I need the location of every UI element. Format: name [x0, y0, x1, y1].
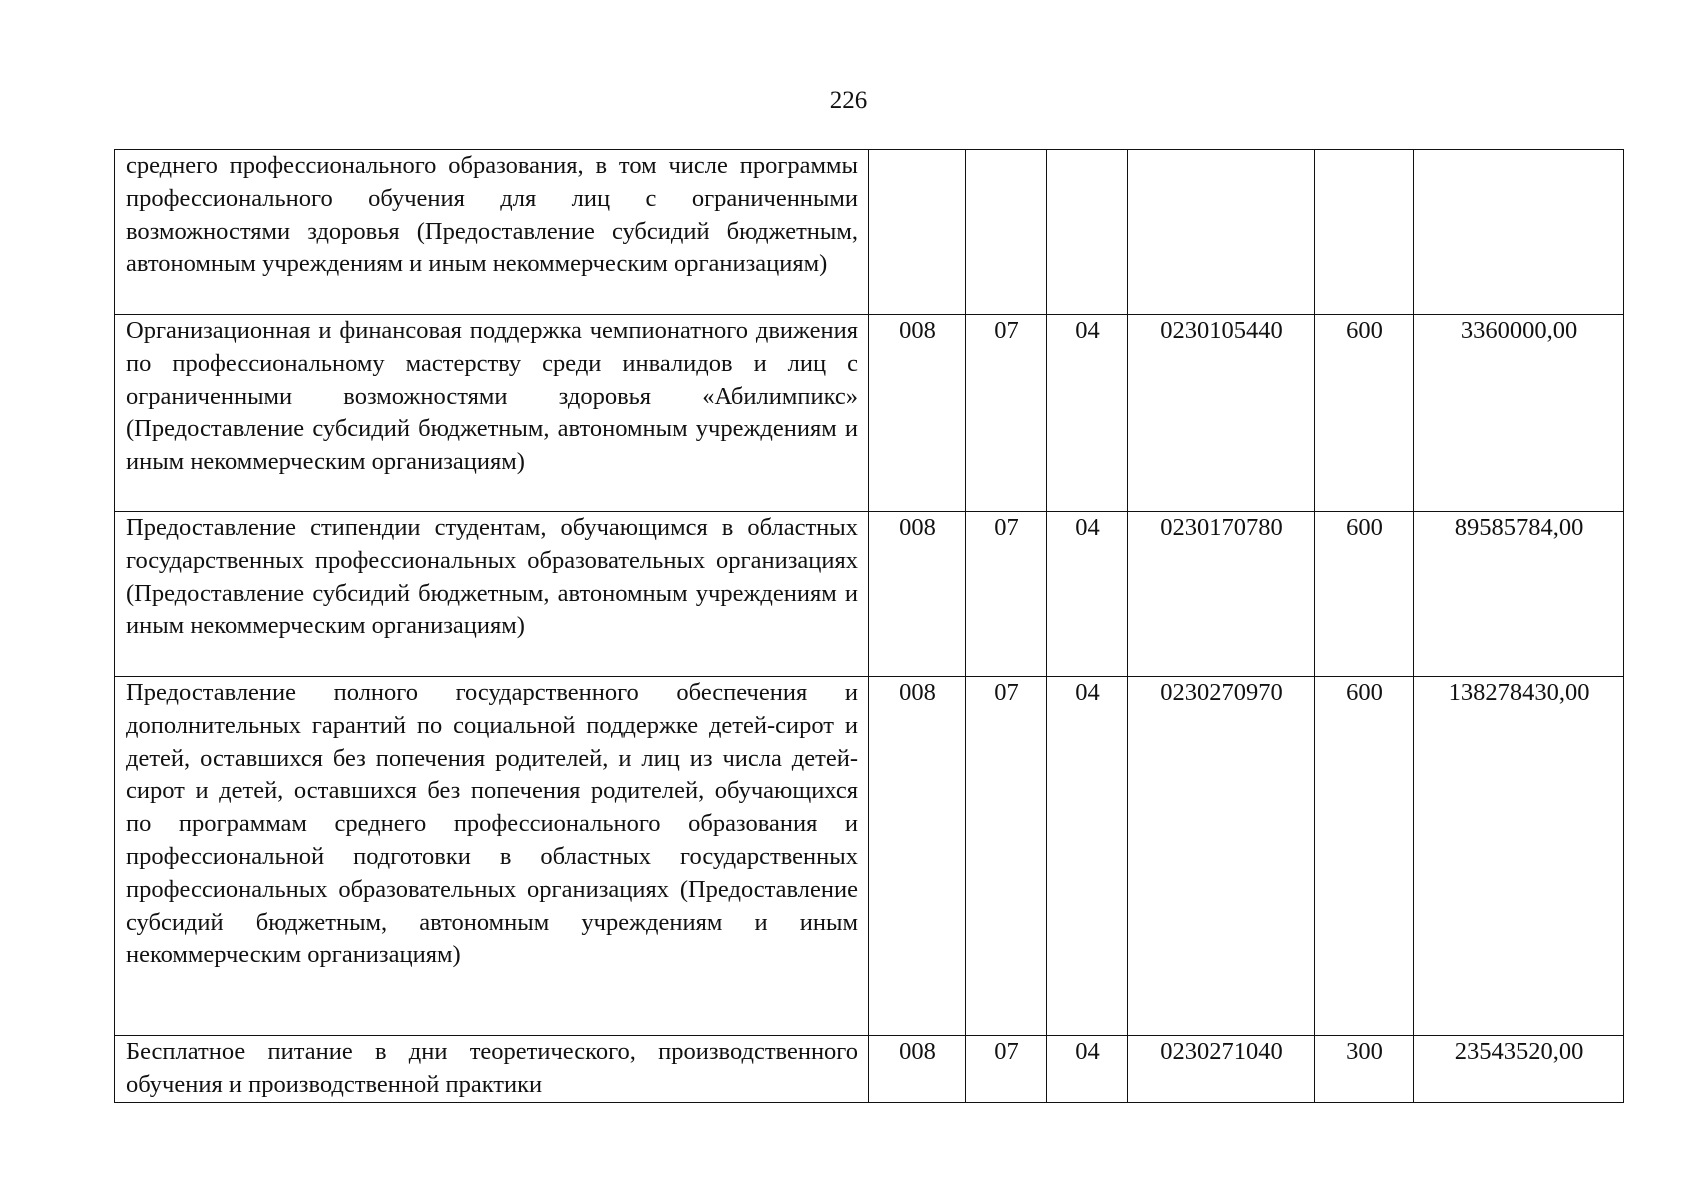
expense-type-code: 600 [1315, 512, 1414, 677]
subsection-code: 04 [1047, 677, 1128, 1036]
table-row [115, 512, 1624, 677]
subsection-code: 04 [1047, 512, 1128, 677]
expense-type-code: 300 [1315, 1036, 1414, 1103]
subsection-code: 04 [1047, 1036, 1128, 1103]
expense-type-code [1315, 150, 1414, 315]
row-description: Организационная и финансовая поддержка чемпионатного движения по профессиональному мастерству среди инвалидов и лиц с ограниченными возможностями здоровья «Абилимпикс» (Предоставление субсидий бюджетным, автономным учреждениям и иным некоммерческим организациям) [115, 315, 869, 512]
ministry-code: 008 [869, 1036, 966, 1103]
target-article-code [1128, 150, 1315, 315]
row-description: среднего профессионального образования, в том числе программы профессионального обучения для лиц с ограниченными возможностями здоровья (Предоставление субсидий бюджетным, автономным учреждениям и иным некоммерческим организациям) [115, 150, 869, 315]
ministry-code: 008 [869, 677, 966, 1036]
target-article-code: 0230170780 [1128, 512, 1315, 677]
budget-table [114, 149, 1624, 1103]
ministry-code: 008 [869, 315, 966, 512]
table-row [115, 677, 1624, 1036]
section-code: 07 [966, 512, 1047, 677]
amount-value: 3360000,00 [1414, 315, 1624, 512]
target-article-code: 0230270970 [1128, 677, 1315, 1036]
subsection-code [1047, 150, 1128, 315]
section-code: 07 [966, 1036, 1047, 1103]
table-row [115, 150, 1624, 315]
row-description: Предоставление стипендии студентам, обучающимся в областных государственных профессиональных образовательных организациях (Предоставление субсидий бюджетным, автономным учреждениям и иным некоммерческим организациям) [115, 512, 869, 677]
expense-type-code: 600 [1315, 315, 1414, 512]
amount-value: 23543520,00 [1414, 1036, 1624, 1103]
section-code: 07 [966, 677, 1047, 1036]
page-number: 226 [829, 87, 868, 114]
expense-type-code: 600 [1315, 677, 1414, 1036]
section-code: 07 [966, 315, 1047, 512]
ministry-code: 008 [869, 512, 966, 677]
row-description: Предоставление полного государственного обеспечения и дополнительных гарантий по социальной поддержке детей-сирот и детей, оставшихся без попечения родителей, и лиц из числа детей-сирот и детей, оставшихся без попечения родителей, обучающихся по программам среднего профессионального образования и профессиональной подготовки в областных государственных профессиональных образовательных организациях (Предоставление субсидий бюджетным, автономным учреждениям и иным некоммерческим организациям) [115, 677, 869, 1036]
amount-value [1414, 150, 1624, 315]
amount-value: 89585784,00 [1414, 512, 1624, 677]
amount-value: 138278430,00 [1414, 677, 1624, 1036]
subsection-code: 04 [1047, 315, 1128, 512]
row-description: Бесплатное питание в дни теоретического, производственного обучения и производственной практики [115, 1036, 869, 1103]
section-code [966, 150, 1047, 315]
table-row [115, 315, 1624, 512]
target-article-code: 0230271040 [1128, 1036, 1315, 1103]
target-article-code: 0230105440 [1128, 315, 1315, 512]
table-row [115, 1036, 1624, 1103]
ministry-code [869, 150, 966, 315]
